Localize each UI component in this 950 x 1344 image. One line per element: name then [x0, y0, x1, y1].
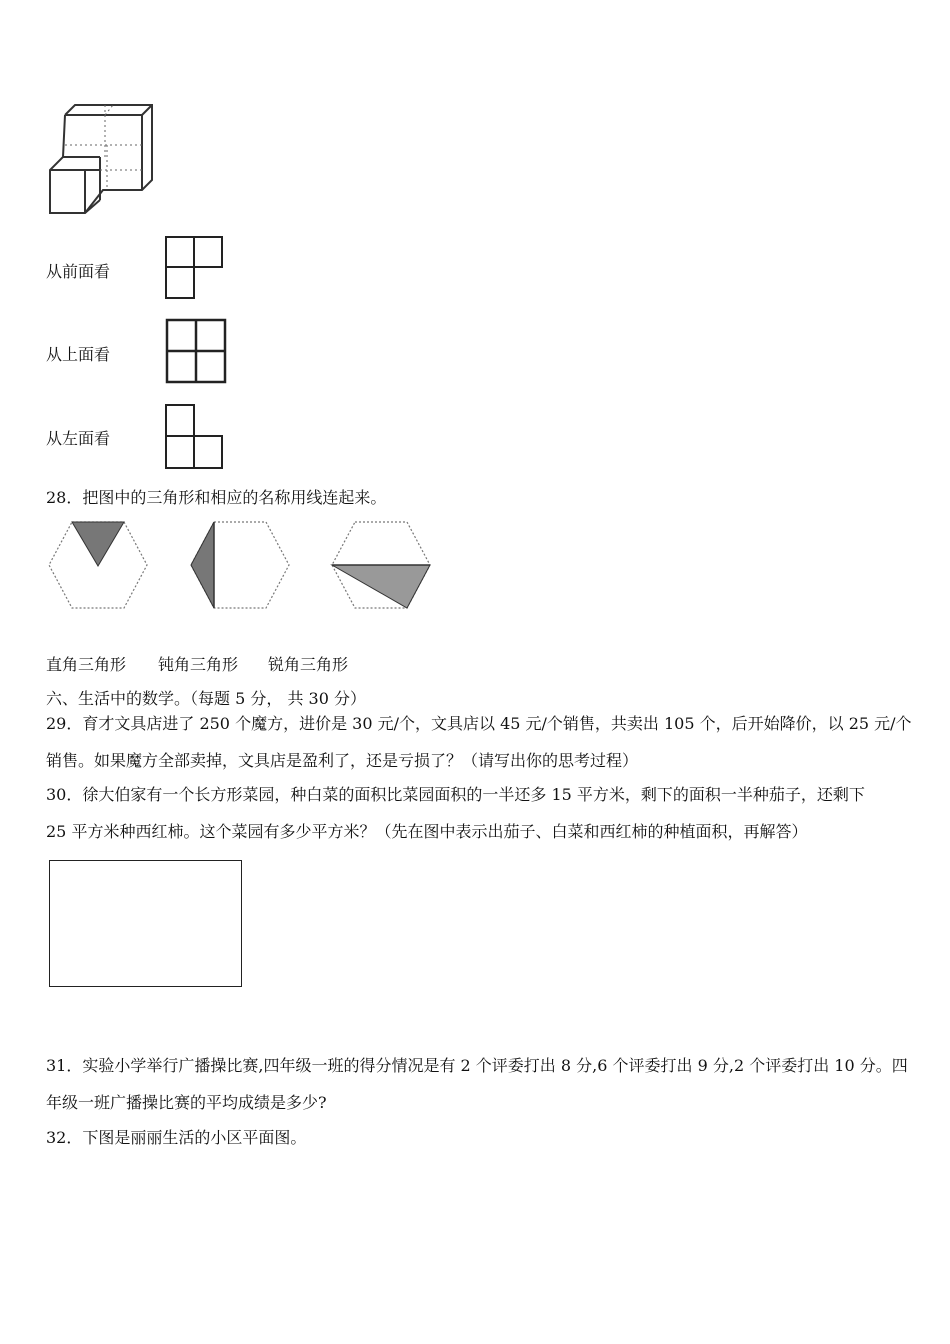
- top-view-diagram: [165, 318, 227, 384]
- question-28-text: 28．把图中的三角形和相应的名称用线连起来。: [46, 488, 387, 507]
- front-view-label: 从前面看: [46, 262, 111, 281]
- question-29-line-1: 29．育才文具店进了 250 个魔方，进价是 30 元/个，文具店以 45 元/个销售，共卖出 105 个，后开始降价，以 25 元/个: [46, 714, 912, 733]
- triangle-name-acute: 锐角三角形: [268, 655, 349, 674]
- front-view-diagram: [165, 236, 225, 300]
- question-30-line-1: 30．徐大伯家有一个长方形菜园，种白菜的面积比菜园面积的一半还多 15 平方米，剩下的面积一半种茄子，还剩下: [46, 785, 865, 804]
- question-30-line-2: 25 平方米种西红柿。这个菜园有多少平方米？（先在图中表示出茄子、白菜和西红柿的种植面积，再解答）: [46, 822, 808, 841]
- question-32-text: 32．下图是丽丽生活的小区平面图。: [46, 1128, 307, 1147]
- hexagon-triangle-3: [330, 520, 432, 610]
- left-view-label: 从左面看: [46, 429, 111, 448]
- hexagon-triangle-2: [189, 520, 291, 610]
- cube-solid-figure: [45, 100, 160, 220]
- question-31-line-1: 31．实验小学举行广播操比赛,四年级一班的得分情况是有 2 个评委打出 8 分,6 个评委打出 9 分,2 个评委打出 10 分。四: [46, 1056, 908, 1075]
- question-29-line-2: 销售。如果魔方全部卖掉，文具店是盈利了，还是亏损了？（请写出你的思考过程）: [46, 751, 639, 770]
- left-view-diagram: [165, 404, 225, 470]
- garden-rectangle: [49, 860, 242, 987]
- triangle-name-right: 直角三角形: [46, 655, 127, 674]
- question-31-line-2: 年级一班广播操比赛的平均成绩是多少?: [46, 1093, 327, 1112]
- top-view-label: 从上面看: [46, 345, 111, 364]
- triangle-name-obtuse: 钝角三角形: [158, 655, 239, 674]
- section-6-heading: 六、生活中的数学。（每题 5 分， 共 30 分）: [46, 689, 366, 708]
- hexagon-triangle-1: [47, 520, 149, 610]
